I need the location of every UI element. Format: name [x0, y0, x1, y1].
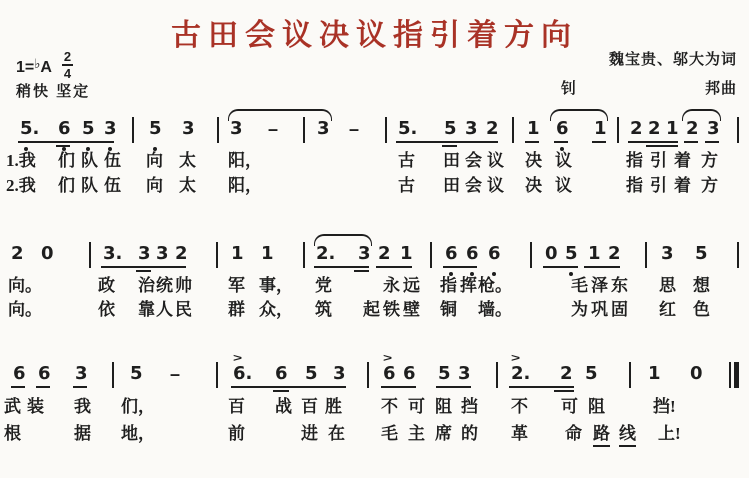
- lyric-syllable: 1.我: [6, 151, 36, 170]
- lyric-syllable: 墙。: [478, 300, 512, 319]
- lyric-syllable: 人: [156, 300, 173, 319]
- slur-tie-arc: [682, 109, 721, 121]
- beam-underline: [273, 390, 289, 392]
- lyric-syllable: 革: [511, 424, 528, 443]
- lyric-syllable: 永: [383, 276, 400, 295]
- lyric-syllable: 决: [525, 151, 542, 170]
- lyric-syllable: 命: [565, 424, 582, 443]
- page-title: 古田会议决议指引着方向: [171, 19, 578, 52]
- lyric-syllable: 指: [626, 151, 643, 170]
- lyric-syllable: 方: [701, 176, 718, 195]
- note-digit: 5: [565, 243, 578, 264]
- beam-underline: [101, 266, 186, 268]
- duration-dash: –: [349, 119, 360, 139]
- beam-underline: [628, 141, 678, 143]
- lyric-syllable: 可: [561, 397, 578, 416]
- lyric-syllable: 着: [674, 151, 691, 170]
- beam-underline: [554, 141, 568, 143]
- note-digit: 3: [465, 118, 478, 139]
- lyric-syllable: 筑: [315, 300, 332, 319]
- lyric-syllable: 民: [175, 300, 192, 319]
- lyric-syllable: 铁: [383, 300, 400, 319]
- note-digit: 0: [545, 243, 558, 264]
- lyric-syllable: 队: [81, 151, 98, 170]
- lyric-syllable: 队: [81, 176, 98, 195]
- beam-underline: [354, 270, 369, 272]
- note-digit: 2: [378, 243, 391, 264]
- lyric-syllable: 治: [138, 276, 155, 295]
- note-digit: 1: [666, 118, 679, 139]
- accent-mark: >: [382, 351, 393, 365]
- beam-underline: [18, 141, 114, 143]
- lyric-syllable: 向。: [8, 276, 42, 295]
- beam-underline: [584, 266, 620, 268]
- lyric-syllable: 靠: [138, 300, 155, 319]
- lyric-syllable: 前: [228, 424, 245, 443]
- lyric-syllable: 毛: [571, 276, 588, 295]
- lyric-syllable: 会: [465, 176, 482, 195]
- lyric-syllable: 上!: [658, 424, 681, 443]
- lyric-syllable: 古: [398, 151, 415, 170]
- lyric-syllable: 红: [659, 300, 676, 319]
- lyric-syllable: 东: [611, 276, 628, 295]
- note-digit: 3: [661, 243, 674, 264]
- note-digit: 3: [138, 243, 151, 264]
- barline: [367, 362, 369, 388]
- beam-underline: [36, 386, 50, 388]
- beam-underline: [376, 266, 412, 268]
- lyric-syllable: 路: [593, 424, 610, 447]
- lyric-syllable: 主: [408, 424, 425, 443]
- lyric-syllable: 依: [98, 300, 115, 319]
- lyric-syllable: 为: [571, 300, 588, 319]
- beam-underline: [705, 141, 719, 143]
- barline: [216, 242, 218, 268]
- note-digit: 2: [560, 363, 573, 384]
- lyric-syllable: 引: [650, 151, 667, 170]
- lyric-syllable: 想: [693, 276, 710, 295]
- beam-underline: [525, 141, 539, 143]
- note-digit: 3: [333, 363, 346, 384]
- key-prefix: 1=: [16, 59, 35, 76]
- note-digit: 6: [13, 363, 26, 384]
- beam-underline: [56, 145, 70, 147]
- lyric-syllable: 群: [228, 300, 245, 319]
- note-digit: 0: [41, 243, 54, 264]
- key-signature: [16, 50, 73, 80]
- lyric-syllable: 会: [465, 151, 482, 170]
- composer-name-right: 邦曲: [704, 80, 737, 97]
- lyric-syllable: 议: [555, 151, 572, 170]
- note-digit: 3: [230, 118, 243, 139]
- lyric-syllable: 引: [650, 176, 667, 195]
- accent-mark: >: [510, 351, 521, 365]
- beam-underline: [543, 266, 578, 268]
- lyric-syllable: 地，: [121, 424, 155, 443]
- lyric-syllable: 田: [443, 151, 460, 170]
- flat-sign-icon: ♭: [34, 56, 41, 71]
- note-digit: 6: [58, 118, 71, 139]
- lyric-syllable: 挥: [460, 276, 477, 295]
- note-digit: 3: [458, 363, 471, 384]
- barline: [629, 362, 631, 388]
- lyric-syllable: 百: [228, 397, 245, 416]
- beam-underline: [381, 386, 416, 388]
- note-digit: 3.: [103, 243, 123, 264]
- beam-underline: [231, 386, 346, 388]
- barline: [303, 242, 305, 268]
- note-digit: 2: [648, 118, 661, 139]
- note-digit: 3: [707, 118, 720, 139]
- note-digit: 2.: [316, 243, 336, 264]
- lyric-syllable: 根: [4, 424, 21, 443]
- lyric-syllable: 的: [461, 424, 478, 443]
- lyric-syllable: 起: [363, 300, 380, 319]
- lyricist-credit: 魏宝贵、邬大为词: [608, 51, 737, 68]
- composer-credit: [561, 77, 737, 98]
- note-digit: 5: [130, 363, 143, 384]
- barline: [217, 117, 219, 143]
- lyric-syllable: 指: [440, 276, 457, 295]
- note-digit: 1: [261, 243, 274, 264]
- tempo-marking: 稍快 坚定: [16, 83, 91, 100]
- lyric-syllable: 挡: [461, 397, 478, 416]
- lyric-syllable: 枪。: [478, 276, 512, 295]
- lyric-syllable: 众，: [259, 300, 293, 319]
- duration-dash: –: [170, 364, 181, 384]
- lyric-syllable: 伍: [104, 151, 121, 170]
- barline: [385, 117, 387, 143]
- note-digit: 5.: [398, 118, 418, 139]
- beam-underline: [11, 386, 25, 388]
- lyric-syllable: 政: [98, 276, 115, 295]
- barline: [430, 242, 432, 268]
- final-barline-thick: [734, 362, 739, 388]
- lyric-syllable: 武: [4, 397, 21, 416]
- beam-underline: [554, 390, 574, 392]
- note-digit: 2: [608, 243, 621, 264]
- note-digit: 3: [317, 118, 330, 139]
- tonic-letter: A: [40, 59, 52, 76]
- lyric-syllable: 指: [626, 176, 643, 195]
- lyric-syllable: 色: [693, 300, 710, 319]
- lyric-syllable: 进: [301, 424, 318, 443]
- note-digit: 3: [358, 243, 371, 264]
- barline: [617, 117, 619, 143]
- lyric-syllable: 线: [619, 424, 636, 447]
- beam-underline: [136, 270, 151, 272]
- lyric-syllable: 巩: [591, 300, 608, 319]
- lyric-syllable: 古: [398, 176, 415, 195]
- lyric-syllable: 不: [511, 397, 528, 416]
- lyric-syllable: 方: [701, 151, 718, 170]
- barline: [132, 117, 134, 143]
- note-digit: 2: [486, 118, 499, 139]
- lyric-syllable: 向。: [8, 300, 42, 319]
- barline: [737, 242, 739, 268]
- note-digit: 1: [400, 243, 413, 264]
- note-digit: 6: [556, 118, 569, 139]
- lyric-syllable: 胜: [325, 397, 342, 416]
- composer-name-left: 钊: [561, 80, 578, 97]
- accent-mark: >: [232, 351, 243, 365]
- lyric-syllable: 着: [674, 176, 691, 195]
- note-digit: 5: [695, 243, 708, 264]
- lyric-syllable: 帅: [175, 276, 192, 295]
- note-digit: 6: [403, 363, 416, 384]
- note-digit: 2: [11, 243, 24, 264]
- note-digit: 5: [444, 118, 457, 139]
- lyric-syllable: 思: [659, 276, 676, 295]
- lyric-syllable: 伍: [104, 176, 121, 195]
- note-digit: 2: [686, 118, 699, 139]
- barline: [737, 117, 739, 143]
- barline: [512, 117, 514, 143]
- note-digit: 1: [527, 118, 540, 139]
- note-digit: 6: [466, 243, 479, 264]
- note-digit: 5: [438, 363, 451, 384]
- lyric-syllable: 战: [275, 397, 292, 416]
- lyric-syllable: 党: [315, 276, 332, 295]
- lyric-syllable: 们: [58, 151, 75, 170]
- note-digit: 5: [82, 118, 95, 139]
- note-digit: 3: [75, 363, 88, 384]
- note-digit: 0: [690, 363, 703, 384]
- lyric-syllable: 们，: [121, 397, 155, 416]
- meter-numerator: 2: [63, 49, 72, 64]
- lyric-syllable: 阳，: [228, 176, 262, 195]
- barline: [89, 242, 91, 268]
- lyric-syllable: 席: [435, 424, 452, 443]
- lyric-syllable: 壁: [403, 300, 420, 319]
- note-digit: 3: [156, 243, 169, 264]
- note-digit: 1: [594, 118, 607, 139]
- lyric-syllable: 装: [27, 397, 44, 416]
- lyric-syllable: 太: [179, 151, 196, 170]
- note-digit: 1: [588, 243, 601, 264]
- lyric-syllable: 2.我: [6, 176, 36, 195]
- barline: [530, 242, 532, 268]
- lyric-syllable: 决: [525, 176, 542, 195]
- slur-tie-arc: [228, 109, 332, 121]
- beam-underline: [592, 141, 606, 143]
- note-digit: 1: [231, 243, 244, 264]
- lyric-syllable: 统: [156, 276, 173, 295]
- lyric-syllable: 毛: [381, 424, 398, 443]
- credits-block: [561, 48, 737, 98]
- final-barline-thin: [729, 362, 731, 388]
- lyric-syllable: 我: [74, 397, 91, 416]
- meter-denominator: 4: [63, 66, 72, 81]
- note-digit: 6: [275, 363, 288, 384]
- lyric-syllable: 议: [487, 151, 504, 170]
- note-digit: 6: [488, 243, 501, 264]
- lyric-syllable: 不: [381, 397, 398, 416]
- slur-tie-arc: [314, 234, 372, 246]
- lyric-syllable: 阻: [435, 397, 452, 416]
- note-digit: 5: [305, 363, 318, 384]
- note-digit: 5.: [20, 118, 40, 139]
- lyric-syllable: 议: [487, 176, 504, 195]
- beam-underline: [73, 386, 87, 388]
- note-digit: 6: [383, 363, 396, 384]
- lyric-syllable: 田: [443, 176, 460, 195]
- lyric-syllable: 军: [228, 276, 245, 295]
- beam-underline: [442, 145, 457, 147]
- note-digit: 2: [630, 118, 643, 139]
- beam-underline: [443, 266, 477, 268]
- lyric-syllable: 阻: [588, 397, 605, 416]
- note-digit: 3: [182, 118, 195, 139]
- lyric-syllable: 事，: [259, 276, 293, 295]
- beam-underline: [314, 266, 369, 268]
- lyric-syllable: 议: [555, 176, 572, 195]
- beam-underline: [646, 145, 678, 147]
- note-digit: 2: [175, 243, 188, 264]
- note-digit: 6.: [233, 363, 253, 384]
- lyric-syllable: 在: [328, 424, 345, 443]
- lyric-syllable: 阳，: [228, 151, 262, 170]
- barline: [112, 362, 114, 388]
- lyric-syllable: 挡!: [653, 397, 676, 416]
- lyric-syllable: 铜: [440, 300, 457, 319]
- barline: [496, 362, 498, 388]
- note-digit: 5: [149, 118, 162, 139]
- duration-dash: –: [268, 119, 279, 139]
- note-digit: 5: [585, 363, 598, 384]
- beam-underline: [396, 141, 498, 143]
- beam-underline: [436, 386, 471, 388]
- lyric-syllable: 太: [179, 176, 196, 195]
- beam-underline: [509, 386, 574, 388]
- note-digit: 2.: [511, 363, 531, 384]
- lyric-syllable: 固: [611, 300, 628, 319]
- lyric-syllable: 向: [146, 176, 163, 195]
- lyric-syllable: 们: [58, 176, 75, 195]
- note-digit: 6: [445, 243, 458, 264]
- barline: [216, 362, 218, 388]
- meter-fraction: [62, 50, 73, 80]
- lyric-syllable: 远: [403, 276, 420, 295]
- barline: [645, 242, 647, 268]
- lyric-syllable: 向: [146, 151, 163, 170]
- note-digit: 6: [38, 363, 51, 384]
- lyric-syllable: 百: [301, 397, 318, 416]
- beam-underline: [684, 141, 698, 143]
- slur-tie-arc: [550, 109, 608, 121]
- lyric-syllable: 据: [74, 424, 91, 443]
- lyric-syllable: 可: [408, 397, 425, 416]
- note-digit: 1: [648, 363, 661, 384]
- note-digit: 3: [104, 118, 117, 139]
- lyric-syllable: 泽: [591, 276, 608, 295]
